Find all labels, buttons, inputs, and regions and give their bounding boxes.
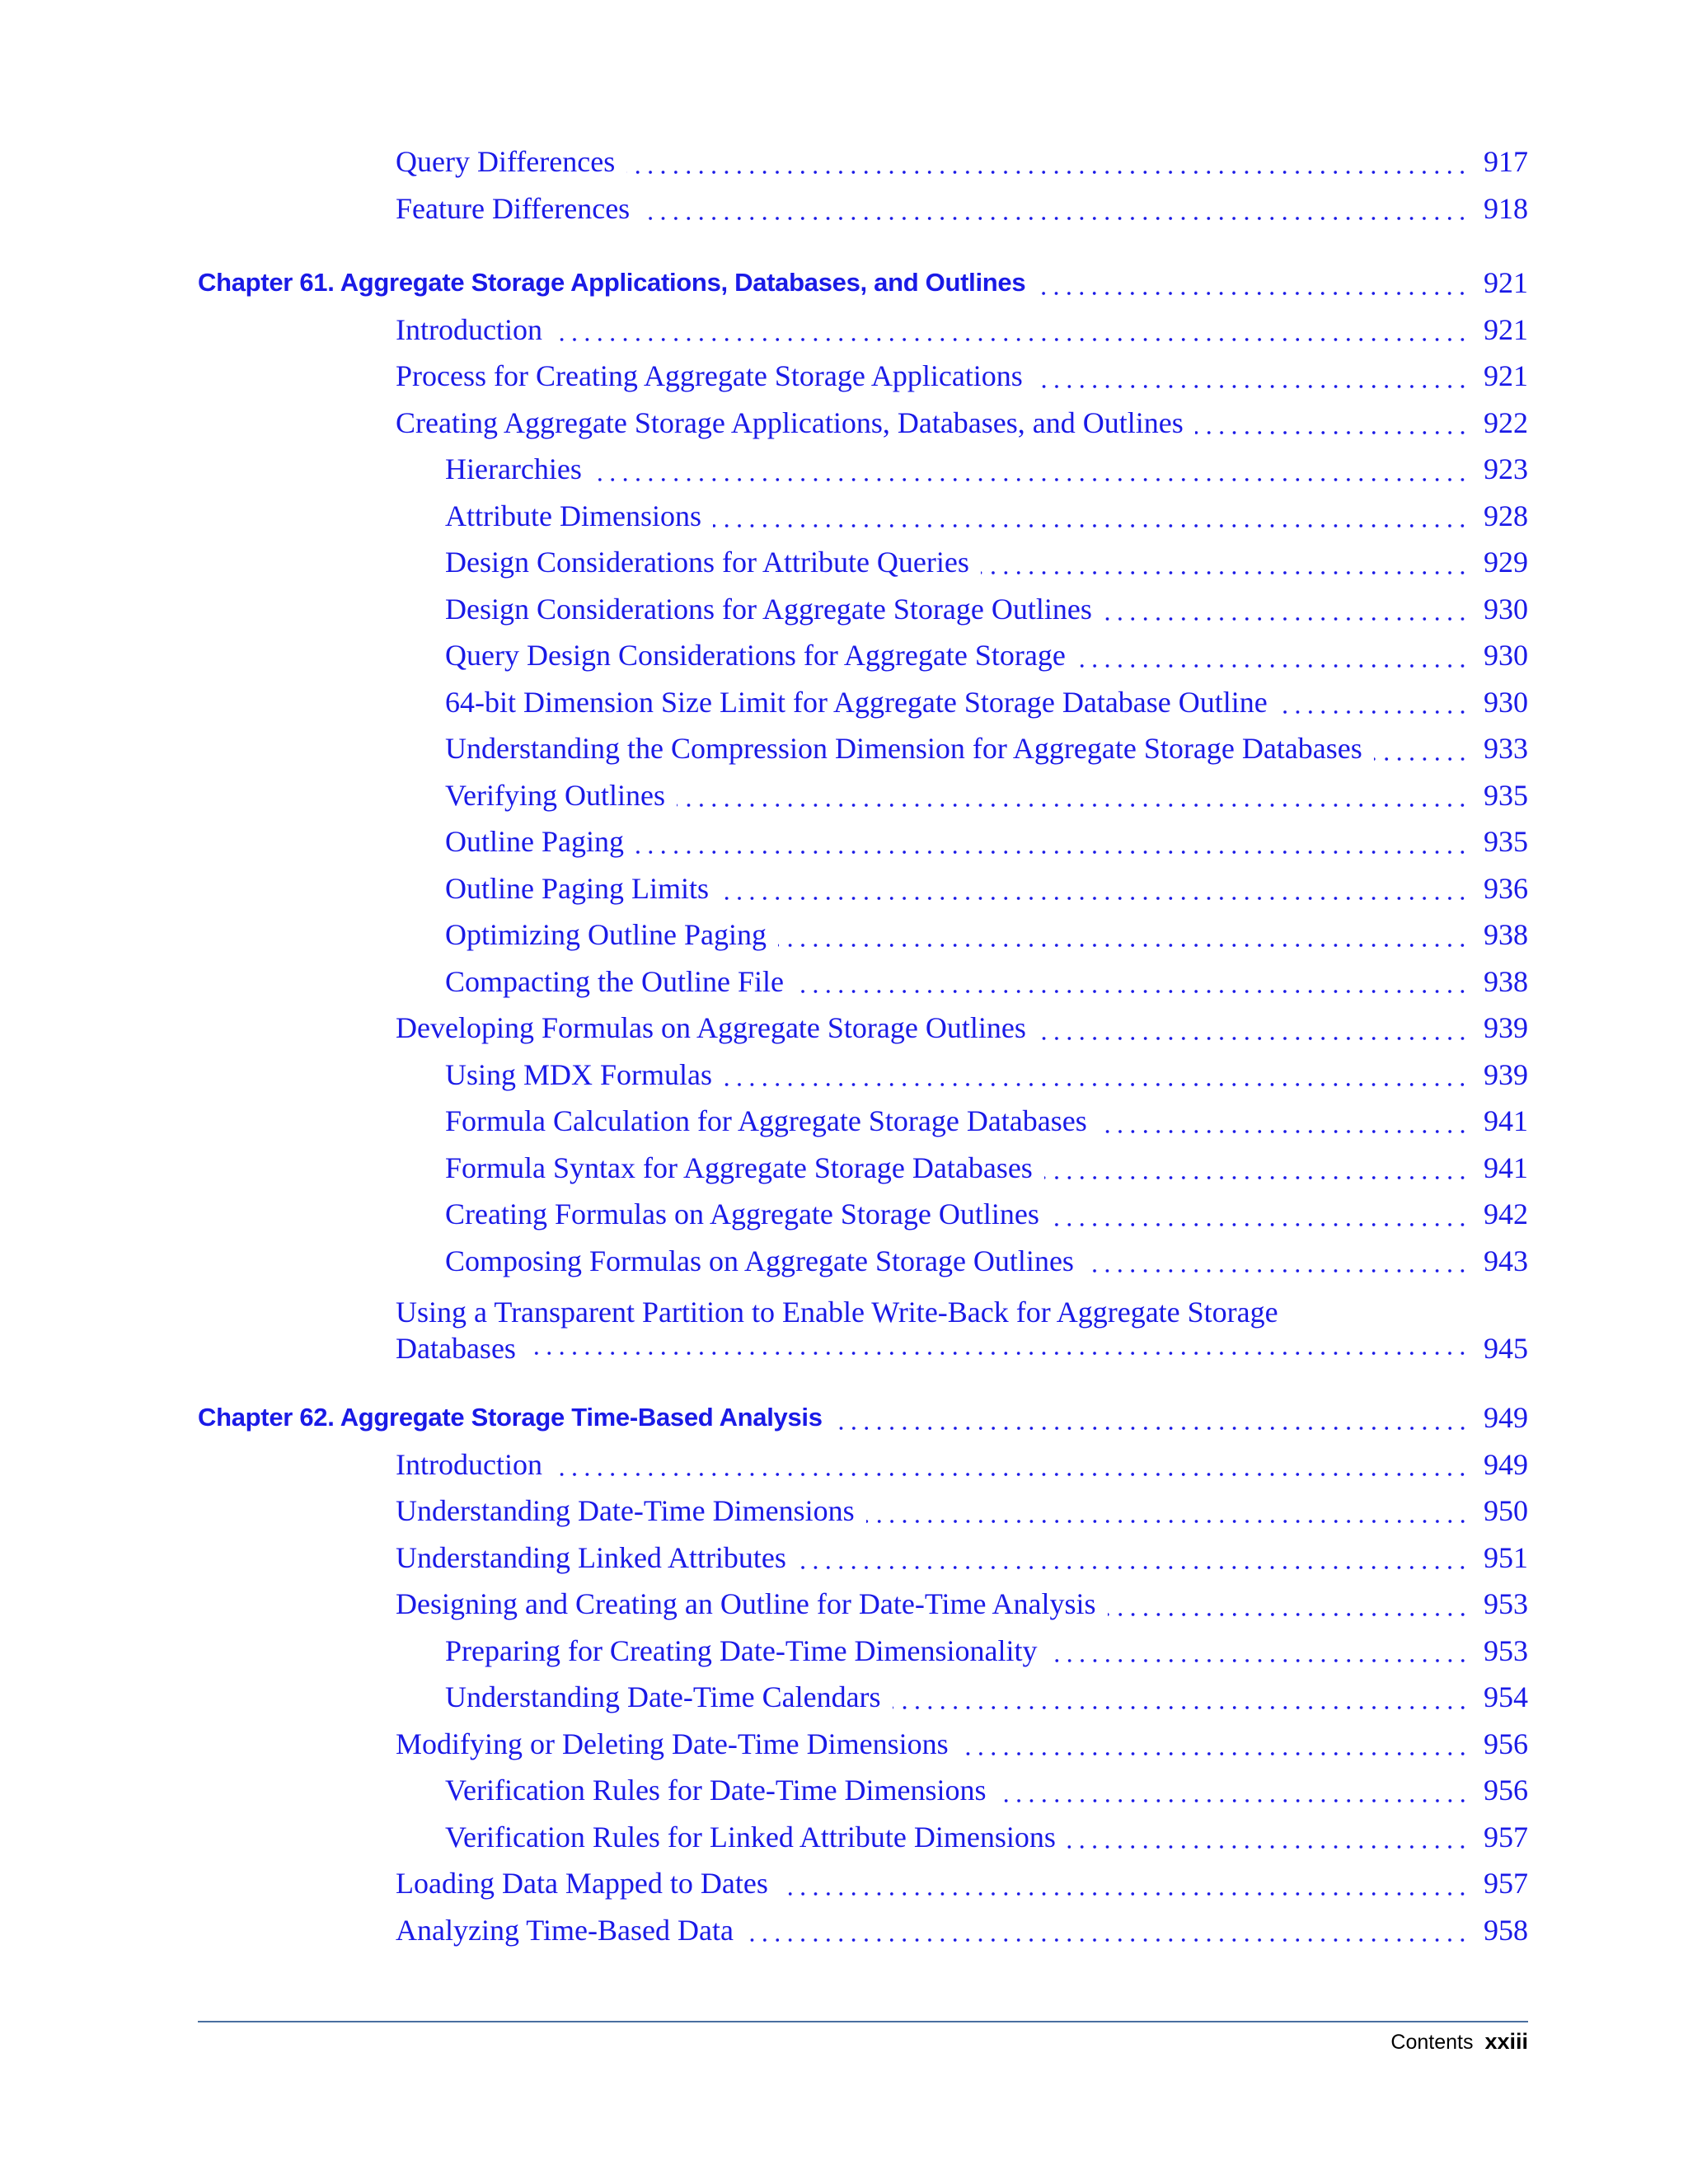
toc-entry-title: Outline Paging Limits: [445, 871, 709, 905]
toc-entry[interactable]: [198, 1535, 1528, 1582]
dot-leader: [720, 897, 1469, 900]
toc-subentry[interactable]: [198, 586, 1528, 633]
toc-page-number: 945: [1484, 1332, 1528, 1365]
toc-entry[interactable]: [198, 138, 1528, 185]
toc-page-number: 949: [1484, 1447, 1528, 1481]
toc-entry-title: Introduction: [396, 312, 542, 346]
toc-page-number: 935: [1484, 825, 1528, 858]
dot-leader: [981, 571, 1469, 574]
dot-leader: [998, 1799, 1469, 1802]
toc-page-number: 953: [1484, 1587, 1528, 1620]
toc-subentry[interactable]: [198, 1145, 1528, 1192]
toc-entry-title: Creating Aggregate Storage Applications, Databases, and Outlines: [396, 405, 1184, 439]
toc-page-number: 958: [1484, 1913, 1528, 1947]
toc-subentry[interactable]: [198, 1674, 1528, 1721]
toc-subentry[interactable]: [198, 446, 1528, 493]
dot-leader: [593, 478, 1469, 481]
toc-entry-line2: [396, 1330, 1528, 1366]
toc-page-number: 935: [1484, 778, 1528, 812]
toc-page-number: 938: [1484, 964, 1528, 998]
toc-entry[interactable]: [198, 1581, 1528, 1628]
toc-page-number: 922: [1484, 405, 1528, 439]
toc-entry-title: Verification Rules for Date-Time Dimensions: [445, 1774, 987, 1807]
toc-page-number: 933: [1484, 732, 1528, 765]
toc-subentry[interactable]: [198, 865, 1528, 912]
toc-page-number: 943: [1484, 1244, 1528, 1277]
toc-chapter-title: Chapter 62. Aggregate Storage Time-Based Analysis: [198, 1403, 823, 1432]
toc-entry-title: Design Considerations for Attribute Queries: [445, 546, 969, 579]
toc-page-number: 917: [1484, 145, 1528, 178]
toc-chapter-title: Chapter 61. Aggregate Storage Applications, Databases, and Outlines: [198, 268, 1026, 297]
toc-entry-title: Understanding Date-Time Dimensions: [396, 1494, 855, 1527]
dot-leader: [834, 1427, 1469, 1430]
dot-leader: [1104, 617, 1469, 621]
toc-entry-title: Query Differences: [396, 145, 616, 178]
toc-entry-title: Understanding Linked Attributes: [396, 1540, 786, 1574]
toc-entry[interactable]: [198, 185, 1528, 232]
dot-leader: [866, 1520, 1469, 1523]
toc-entry-title: Verification Rules for Linked Attribute Dimensions: [445, 1820, 1056, 1854]
dot-leader: [1108, 1613, 1469, 1616]
toc-subentry[interactable]: [198, 1191, 1528, 1238]
dot-leader: [778, 944, 1469, 947]
dot-leader: [960, 1752, 1469, 1755]
toc-entry-title: Formula Syntax for Aggregate Storage Databases: [445, 1151, 1033, 1184]
dot-leader: [677, 804, 1469, 807]
dot-leader: [1049, 1659, 1469, 1662]
dot-leader: [554, 338, 1469, 341]
dot-leader: [528, 1352, 1469, 1355]
toc-page-number: 930: [1484, 685, 1528, 719]
dot-leader: [1195, 431, 1469, 434]
toc-entry-title: Composing Formulas on Aggregate Storage Outlines: [445, 1244, 1074, 1277]
toc-page-number: 923: [1484, 452, 1528, 485]
dot-leader: [795, 990, 1469, 993]
toc-entry-title: Using MDX Formulas: [445, 1057, 713, 1091]
toc-page-number: 953: [1484, 1633, 1528, 1667]
toc-page-number: 956: [1484, 1727, 1528, 1760]
toc-page-number: 957: [1484, 1820, 1528, 1854]
toc-page-number: 921: [1484, 266, 1528, 299]
toc-entry-title: Verifying Outlines: [445, 778, 665, 812]
toc-page-number: 921: [1484, 312, 1528, 346]
toc-subentry[interactable]: [198, 1238, 1528, 1285]
toc-entry-title: Query Design Considerations for Aggregate Storage: [445, 639, 1066, 672]
toc-page-number: 921: [1484, 359, 1528, 392]
dot-leader: [798, 1566, 1469, 1569]
toc-entry-title: Creating Formulas on Aggregate Storage Outlines: [445, 1197, 1039, 1230]
toc-entry[interactable]: [198, 1721, 1528, 1768]
dot-leader: [1085, 1269, 1469, 1272]
toc-subentry[interactable]: [198, 539, 1528, 586]
toc-chapter-62[interactable]: [198, 1394, 1528, 1441]
toc-entry[interactable]: [198, 1907, 1528, 1954]
toc-entry-title: Developing Formulas on Aggregate Storage Outlines: [396, 1011, 1026, 1044]
toc-entry-title: Compacting the Outline File: [445, 964, 784, 998]
toc-entry-title: Feature Differences: [396, 191, 631, 225]
toc-entry[interactable]: [198, 307, 1528, 354]
toc-entry[interactable]: [198, 400, 1528, 447]
toc-subentry[interactable]: [198, 679, 1528, 726]
dot-leader: [1067, 1845, 1469, 1849]
dot-leader: [1037, 292, 1469, 295]
toc-entry-title-continued: Databases: [396, 1332, 516, 1365]
toc-entry[interactable]: [198, 1488, 1528, 1535]
toc-page-number: 939: [1484, 1011, 1528, 1044]
toc-page-number: 939: [1484, 1057, 1528, 1091]
toc-entry-title: Designing and Creating an Outline for Date-Time Analysis: [396, 1587, 1096, 1620]
toc-subentry[interactable]: [198, 1814, 1528, 1861]
toc-entry-title: Outline Paging: [445, 825, 624, 858]
dot-leader: [1374, 757, 1469, 761]
toc-subentry[interactable]: [198, 1767, 1528, 1814]
toc-page-number: 949: [1484, 1401, 1528, 1434]
toc-entry-title: Formula Calculation for Aggregate Storage Databases: [445, 1104, 1087, 1137]
toc-page-number: 942: [1484, 1197, 1528, 1230]
toc-page-number: 941: [1484, 1151, 1528, 1184]
toc-subentry[interactable]: [198, 818, 1528, 865]
toc-subentry[interactable]: [198, 1052, 1528, 1099]
toc-entry-title: 64-bit Dimension Size Limit for Aggregate Storage Database Outline: [445, 685, 1268, 719]
toc-page-number: 941: [1484, 1104, 1528, 1137]
dot-leader: [713, 524, 1469, 527]
toc-entry-title: Hierarchies: [445, 452, 582, 485]
dot-leader: [626, 171, 1469, 174]
toc-entry-title: Introduction: [396, 1447, 542, 1481]
toc-page-number: 918: [1484, 191, 1528, 225]
toc-entry-title: Optimizing Outline Paging: [445, 918, 767, 951]
toc-page-number: 930: [1484, 639, 1528, 672]
toc-entry-title: Understanding Date-Time Calendars: [445, 1680, 881, 1713]
toc-subentry[interactable]: [198, 632, 1528, 679]
toc-page-number: 928: [1484, 499, 1528, 532]
toc-page-number: 930: [1484, 592, 1528, 626]
toc-chapter-61[interactable]: [198, 260, 1528, 307]
toc-subentry[interactable]: [198, 493, 1528, 540]
toc-entry-title: Using a Transparent Partition to Enable Write-Back for Aggregate Storage: [396, 1296, 1278, 1329]
dot-leader: [635, 851, 1469, 854]
dot-leader: [1051, 1223, 1469, 1226]
table-of-contents: [198, 138, 1528, 1953]
toc-entry[interactable]: [198, 1441, 1528, 1488]
toc-entry-title: Loading Data Mapped to Dates: [396, 1867, 768, 1900]
toc-subentry[interactable]: [198, 958, 1528, 1005]
toc-page-number: 957: [1484, 1867, 1528, 1900]
toc-entry[interactable]: [198, 1284, 1528, 1366]
footer-label: Contents: [1390, 2031, 1474, 2054]
toc-subentry[interactable]: [198, 912, 1528, 958]
dot-leader: [893, 1706, 1469, 1709]
page-footer: [1390, 2029, 1528, 2055]
footer-rule: [198, 2021, 1528, 2022]
toc-entry[interactable]: [198, 1860, 1528, 1907]
toc-entry-title: Attribute Dimensions: [445, 499, 701, 532]
toc-entry-title: Process for Creating Aggregate Storage Applications: [396, 359, 1023, 392]
toc-page-number: 938: [1484, 918, 1528, 951]
dot-leader: [554, 1473, 1469, 1476]
toc-entry[interactable]: [198, 1005, 1528, 1052]
dot-leader: [724, 1083, 1469, 1086]
dot-leader: [1044, 1176, 1469, 1179]
toc-entry-title: Design Considerations for Aggregate Storage Outlines: [445, 592, 1092, 626]
dot-leader: [1034, 385, 1469, 388]
dot-leader: [1099, 1130, 1469, 1133]
toc-subentry[interactable]: [198, 725, 1528, 772]
dot-leader: [1038, 1037, 1469, 1040]
toc-page-number: 951: [1484, 1540, 1528, 1574]
dot-leader: [1077, 664, 1469, 668]
toc-page-number: 954: [1484, 1680, 1528, 1713]
dot-leader: [1279, 710, 1469, 714]
toc-page-number: 956: [1484, 1774, 1528, 1807]
toc-entry[interactable]: [198, 353, 1528, 400]
toc-page-number: 950: [1484, 1494, 1528, 1527]
toc-entry-title: Analyzing Time-Based Data: [396, 1913, 734, 1947]
footer-page-number: xxiii: [1484, 2029, 1528, 2054]
toc-entry-title: Understanding the Compression Dimension for Aggregate Storage Databases: [445, 732, 1362, 765]
dot-leader: [745, 1938, 1469, 1942]
toc-subentry[interactable]: [198, 772, 1528, 819]
dot-leader: [780, 1892, 1469, 1896]
dot-leader: [641, 217, 1469, 220]
toc-subentry[interactable]: [198, 1098, 1528, 1145]
toc-page-number: 936: [1484, 871, 1528, 905]
toc-page-number: 929: [1484, 546, 1528, 579]
toc-subentry[interactable]: [198, 1628, 1528, 1675]
toc-entry-title: Modifying or Deleting Date-Time Dimensions: [396, 1727, 949, 1760]
toc-entry-title: Preparing for Creating Date-Time Dimensionality: [445, 1633, 1038, 1667]
